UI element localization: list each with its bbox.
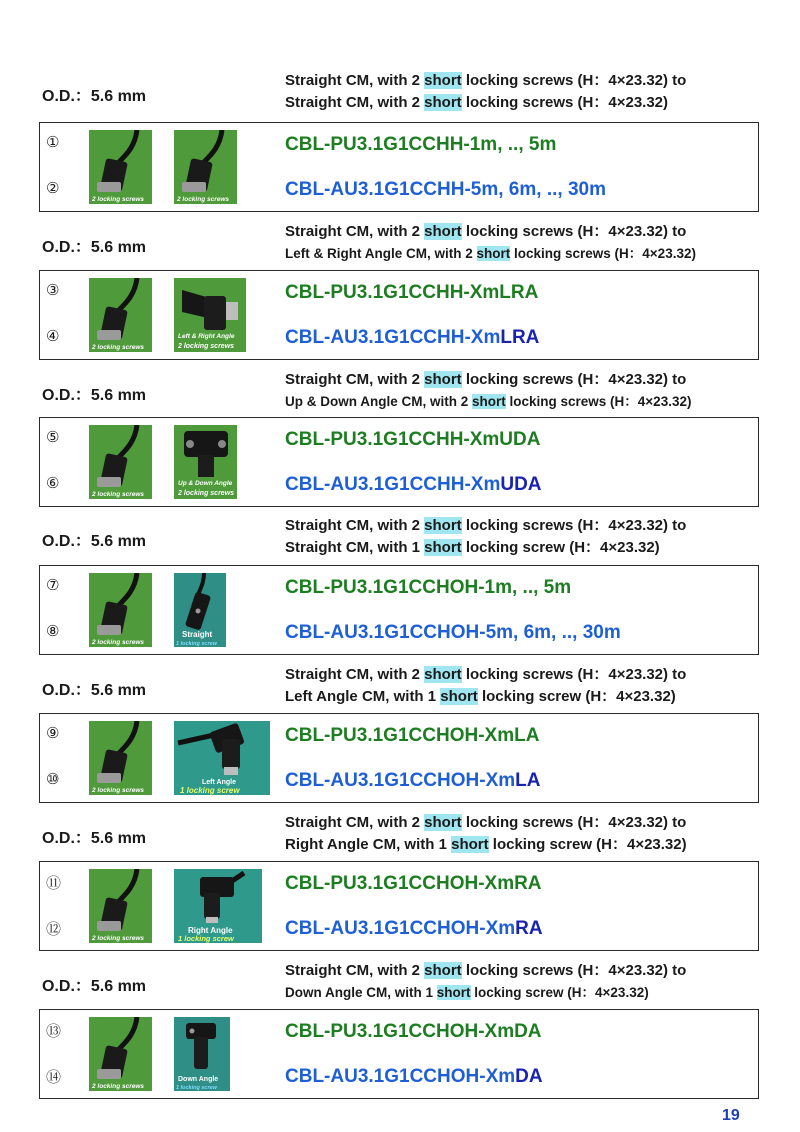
description-line-2: Left Angle CM, with 1 short locking screw (H：4×23.32) — [285, 688, 676, 705]
short-highlight: short — [436, 985, 471, 1000]
description-line-2: Left & Right Angle CM, with 2 short locking screws (H：4×23.32) — [285, 246, 696, 261]
short-highlight: short — [424, 517, 462, 534]
item-number: ⑧ — [46, 622, 60, 640]
short-highlight: short — [424, 539, 462, 556]
product-code-au: CBL-AU3.1G1CCHOH-XmLA — [285, 770, 541, 791]
product-code-pu: CBL-PU3.1G1CCHH-XmUDA — [285, 429, 541, 450]
product-code-au: CBL-AU3.1G1CCHOH-XmRA — [285, 918, 543, 939]
photo-title: Up & Down Angle — [178, 480, 233, 487]
short-highlight: short — [440, 688, 478, 705]
description-line-1: Straight CM, with 2 short locking screws (H：4×23.32) to — [285, 517, 687, 534]
product-box — [39, 417, 759, 507]
item-number: ⑦ — [46, 576, 60, 594]
description-line-2: Straight CM, with 2 short locking screws (H：4×23.32) — [285, 94, 669, 111]
right-angle-connector-icon — [174, 869, 262, 943]
cable-description — [285, 221, 696, 265]
straight-two-screw-connector-photo — [89, 869, 152, 943]
photo-caption: 2 locking screws — [178, 343, 235, 350]
item-number: ⑭ — [46, 1068, 62, 1086]
product-box — [39, 1009, 759, 1099]
short-highlight: short — [472, 394, 506, 409]
photo-caption: 2 locking screws — [92, 787, 145, 794]
item-number: ⑬ — [46, 1022, 62, 1040]
outer-diameter-label: O.D.：5.6 mm — [42, 387, 147, 404]
photo-title: Left Angle — [202, 779, 236, 786]
outer-diameter-label: O.D.：5.6 mm — [42, 533, 147, 550]
outer-diameter-label: O.D.：5.6 mm — [42, 830, 147, 847]
short-highlight: short — [424, 371, 462, 388]
straight-two-screw-connector-photo — [89, 1017, 152, 1091]
item-number: ⑩ — [46, 770, 60, 788]
short-highlight: short — [476, 246, 511, 261]
product-code-pu: CBL-PU3.1G1CCHOH-XmLA — [285, 725, 540, 746]
outer-diameter-label: O.D.：5.6 mm — [42, 978, 147, 995]
photo-caption: 1 locking screw — [176, 641, 217, 647]
description-line-2: Right Angle CM, with 1 short locking screw (H：4×23.32) — [285, 836, 687, 853]
cable-description — [285, 960, 686, 1004]
up-down-angle-connector-icon — [174, 425, 237, 499]
photo-title: Left & Right Angle — [178, 333, 235, 340]
item-number: ⑨ — [46, 724, 60, 742]
short-highlight: short — [451, 836, 489, 853]
photo-caption: 2 locking screws — [92, 196, 145, 203]
photo-caption: 2 locking screws — [92, 639, 145, 646]
description-line-2: Straight CM, with 1 short locking screw (H：4×23.32) — [285, 539, 660, 556]
outer-diameter-label: O.D.：5.6 mm — [42, 88, 147, 105]
short-highlight: short — [424, 814, 462, 831]
photo-caption: 2 locking screws — [92, 344, 145, 351]
photo-caption: 2 locking screws — [92, 935, 145, 942]
page-number: 19 — [722, 1107, 740, 1124]
description-line-1: Straight CM, with 2 short locking screws (H：4×23.32) to — [285, 223, 687, 240]
cable-description — [285, 70, 686, 114]
product-box — [39, 565, 759, 655]
straight-two-screw-connector-photo — [89, 130, 152, 204]
product-code-pu: CBL-PU3.1G1CCHOH-XmDA — [285, 1021, 542, 1042]
down-angle-connector-icon — [174, 1017, 230, 1091]
product-code-au: CBL-AU3.1G1CCHH-XmUDA — [285, 474, 542, 495]
description-line-1: Straight CM, with 2 short locking screws (H：4×23.32) to — [285, 962, 687, 979]
description-line-1: Straight CM, with 2 short locking screws (H：4×23.32) to — [285, 371, 687, 388]
photo-caption: 2 locking screws — [92, 1083, 145, 1090]
item-number: ⑤ — [46, 428, 60, 446]
product-code-pu: CBL-PU3.1G1CCHH-XmLRA — [285, 282, 539, 303]
product-code-au: CBL-AU3.1G1CCHH-XmLRA — [285, 327, 540, 348]
description-line-2: Down Angle CM, with 1 short locking screw (H：4×23.32) — [285, 985, 649, 1000]
outer-diameter-label: O.D.：5.6 mm — [42, 239, 147, 256]
product-code-au: CBL-AU3.1G1CCHH-5m, 6m, .., 30m — [285, 179, 606, 200]
straight-two-screw-connector-photo — [89, 278, 152, 352]
item-number: ① — [46, 133, 60, 151]
outer-diameter-label: O.D.：5.6 mm — [42, 682, 147, 699]
straight-two-screw-connector-icon — [174, 130, 237, 204]
item-number: ⑥ — [46, 474, 60, 492]
short-highlight: short — [424, 666, 462, 683]
product-code-pu: CBL-PU3.1G1CCHH-1m, .., 5m — [285, 134, 557, 155]
product-code-au: CBL-AU3.1G1CCHOH-XmDA — [285, 1066, 543, 1087]
photo-title: Down Angle — [178, 1076, 219, 1083]
description-line-1: Straight CM, with 2 short locking screws (H：4×23.32) to — [285, 72, 687, 89]
product-box — [39, 122, 759, 212]
photo-caption: 2 locking screws — [177, 196, 230, 203]
photo-caption: 2 locking screws — [178, 490, 235, 497]
photo-title: Straight — [182, 630, 213, 639]
item-number: ⑪ — [46, 874, 62, 892]
item-number: ⑫ — [46, 920, 62, 938]
product-box — [39, 713, 759, 803]
cable-description — [285, 369, 691, 413]
left-right-angle-connector-icon — [174, 278, 246, 352]
short-highlight: short — [424, 72, 462, 89]
product-code-pu: CBL-PU3.1G1CCHOH-1m, .., 5m — [285, 577, 572, 598]
item-number: ④ — [46, 327, 60, 345]
short-highlight: short — [424, 962, 462, 979]
straight-two-screw-connector-photo — [89, 573, 152, 647]
description-line-2: Up & Down Angle CM, with 2 short locking screws (H：4×23.32) — [285, 394, 692, 409]
item-number: ③ — [46, 281, 60, 299]
straight-two-screw-connector-photo — [89, 721, 152, 795]
straight-two-screw-connector-photo — [89, 425, 152, 499]
short-highlight: short — [424, 223, 462, 240]
item-number: ② — [46, 179, 60, 197]
photo-caption: 1 locking screw — [176, 1085, 217, 1091]
photo-caption: 1 locking screw — [178, 934, 234, 943]
cable-description — [285, 812, 687, 856]
left-angle-connector-icon — [174, 721, 270, 795]
photo-caption: 1 locking screw — [180, 786, 240, 795]
description-line-1: Straight CM, with 2 short locking screws (H：4×23.32) to — [285, 814, 687, 831]
description-line-1: Straight CM, with 2 short locking screws (H：4×23.32) to — [285, 666, 687, 683]
cable-description — [285, 664, 686, 708]
product-code-au: CBL-AU3.1G1CCHOH-5m, 6m, .., 30m — [285, 622, 621, 643]
short-highlight: short — [424, 94, 462, 111]
cable-description — [285, 515, 686, 559]
product-box — [39, 270, 759, 360]
photo-title: Right Angle — [188, 926, 233, 935]
product-code-pu: CBL-PU3.1G1CCHOH-XmRA — [285, 873, 542, 894]
photo-caption: 2 locking screws — [92, 491, 145, 498]
product-box — [39, 861, 759, 951]
straight-one-screw-connector-icon — [174, 573, 226, 647]
